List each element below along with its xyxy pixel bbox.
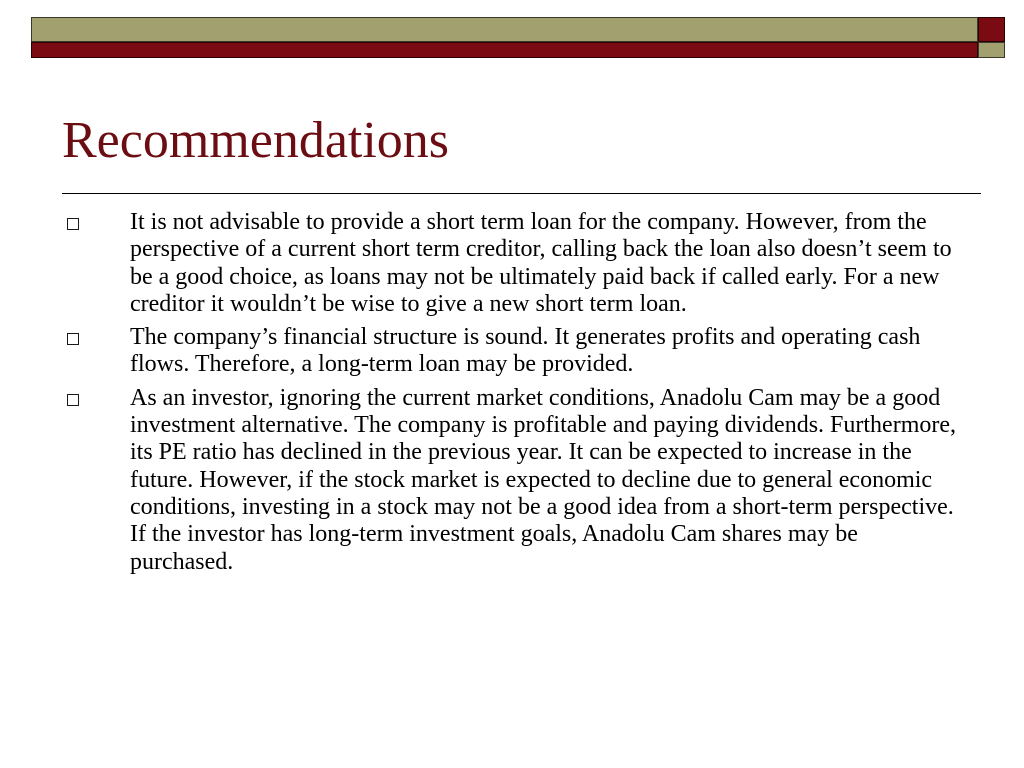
header-olive-square: [978, 42, 1005, 58]
header-olive-bar: [31, 17, 978, 42]
bullet-text: It is not advisable to provide a short term loan for the company. However, from the perspective of a current short term creditor, calling back the loan also doesn’t seem to be a good choice, as loans may not be ultimately paid back if called early. For a new creditor it wouldn’t be wise to give a new short term loan.: [130, 209, 952, 317]
slide-title: Recommendations: [62, 112, 450, 169]
hollow-square-bullet-icon: [67, 394, 79, 406]
bullet-item: [62, 385, 967, 576]
title-divider: [62, 193, 981, 194]
bullet-text: The company’s financial structure is sound. It generates profits and operating cash flows. Therefore, a long-term loan may be provided.: [130, 324, 921, 378]
bullet-text: As an investor, ignoring the current market conditions, Anadolu Cam may be a good investment alternative. The company is profitable and paying dividends. Furthermore, its PE ratio has declined in the previous year. It can be expected to increase in the future. However, if the stock market is expected to decline due to general economic conditions, investing in a stock may not be a good idea from a short-term perspective. If the investor has long-term investment goals, Anadolu Cam shares may be purchased.: [130, 384, 957, 575]
bullet-item: [62, 324, 967, 379]
hollow-square-bullet-icon: [67, 218, 79, 230]
bullet-list: [62, 209, 967, 582]
bullet-item: [62, 209, 967, 318]
header-maroon-bar: [31, 42, 978, 58]
header-maroon-square: [978, 17, 1005, 42]
hollow-square-bullet-icon: [67, 333, 79, 345]
